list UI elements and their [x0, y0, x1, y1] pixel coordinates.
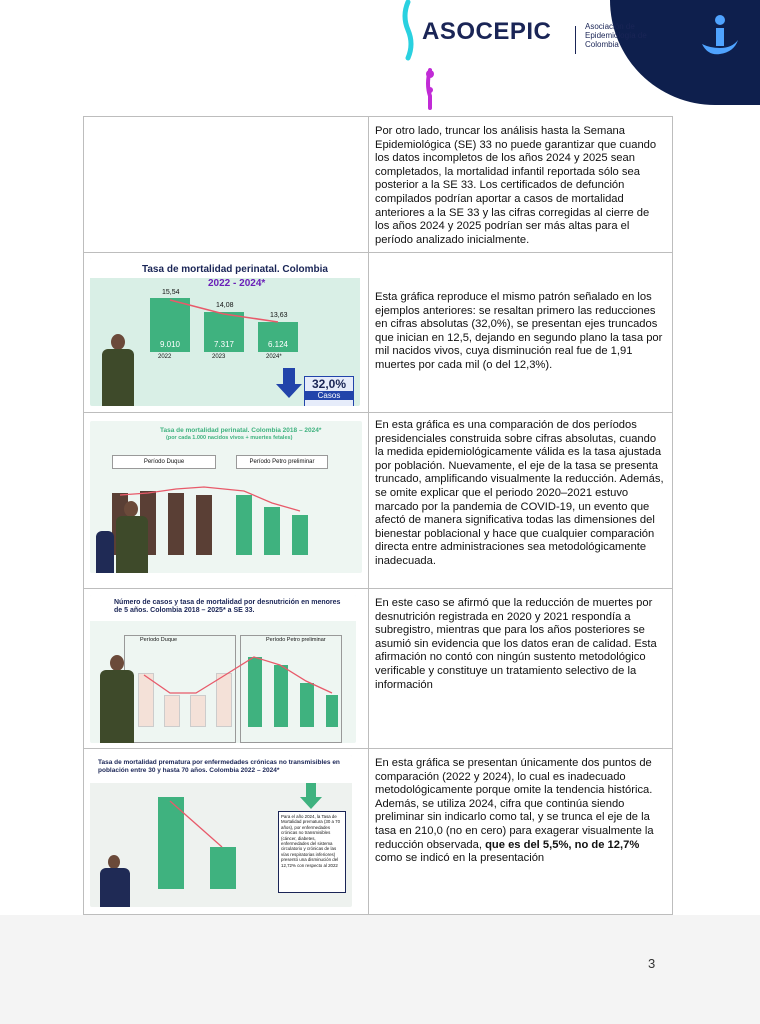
chart-bar-2024: 6.124	[258, 322, 298, 352]
column-divider	[368, 253, 369, 412]
chart-bar-2023: 7.317	[204, 312, 244, 352]
thumb-title: Número de casos y tasa de mortalidad por desnutrición en menores de 5 años. Colombia 2018 – 2025* a SE 33.	[114, 599, 341, 614]
year-label-2023: 2023	[212, 354, 226, 360]
year-label-2022: 2022	[158, 354, 172, 360]
period-label-a: Período Duque	[112, 455, 216, 469]
thumb-title: Tasa de mortalidad perinatal. Colombia 2018 – 2024*	[160, 427, 322, 434]
rate-trend-line	[138, 653, 348, 713]
table-row	[84, 749, 672, 914]
rate-label-2024: 13,63	[270, 312, 288, 319]
row-text: En este caso se afirmó que la reducción de muertes por desnutrición registrada en 2020 y 2021 respondía a subregistro, mientras que para los años posteriores se asumió sin evidencia que los datos eran de calidad. Esta afirmación no contó con ningún sustento metodológico verificable y constituye un tratamiento selectivo de la información	[375, 597, 657, 691]
thumb-title: Tasa de mortalidad perinatal. Colombia	[142, 264, 328, 275]
row-text: Por otro lado, truncar los análisis hasta la Semana Epidemiológica (SE) 33 no puede garantizar que cuando los datos incompletos de los años 2024 y 2025 sean completados, la mortalidad infantil reportada sólo sea posterior a la SE 33. Los certificados de defunción compilados podrían aportar a casos de mortalidad anteriores a la SE 33 y las cifras corregidas al cierre de los años 2024 y 2025 podrían ser más altas para el período analizado inicialmente.	[375, 125, 657, 246]
speaker-photo	[98, 855, 132, 907]
speaker-photo	[96, 501, 152, 573]
rate-label-2023: 14,08	[216, 302, 234, 309]
row-text-part: como se indicó en la presentación	[375, 852, 545, 865]
thumb-title: Tasa de mortalidad prematura por enfermedades crónicas no transmisibles en población entre 30 y hasta 70 años. Colombia 2022 – 2024*	[98, 759, 340, 774]
column-divider	[368, 589, 369, 748]
column-divider	[368, 117, 369, 252]
logo-wordmark: ASOCEPIC	[422, 18, 552, 45]
period-label-b: Período Petro preliminar	[266, 637, 326, 643]
row-text-emphasis: que es del 5,5%, no de 12,7%	[485, 838, 640, 851]
table-row	[84, 117, 672, 253]
year-label-2024: 2024*	[266, 354, 282, 360]
column-divider	[368, 413, 369, 588]
brand-mark-icon	[698, 14, 740, 58]
row-text: Esta gráfica reproduce el mismo patrón señalado en los ejemplos anteriores: se resaltan primero las reducciones en cifras absolutas (32,0%), se presentan ejes truncados que inician en 12,5, dejando en segundo plano la tasa por mil nacidos vivos, cuya disminución real fue de 1,91 muertes por cada mil (o del 12,3%).	[375, 291, 663, 371]
page-footer-area	[0, 915, 760, 1024]
chart-bar-2022: 9.010	[150, 298, 190, 352]
analysis-table	[83, 116, 673, 915]
reduction-badge: 32,0% Casos	[304, 376, 354, 406]
table-row	[84, 253, 672, 413]
rate-label-2022: 15,54	[162, 289, 180, 296]
down-arrow-icon	[300, 783, 322, 809]
speaker-photo	[96, 655, 136, 743]
page-number: 3	[648, 956, 656, 971]
note-box: Para el año 2024, la Tasa de Mortalidad prematura (30 a 70 años), por enfermedades crónicas no transmisibles (cáncer, diabetes, enfermedades del sistema circulatorio y crónicas de las vías respiratorias inferiores) presentó una disminución del 12,72% con respecto al 2022	[278, 811, 346, 893]
thumb-subtitle: (por cada 1.000 nacidos vivos + muertes fetales)	[166, 435, 293, 441]
logo-divider	[575, 26, 576, 54]
table-row	[84, 589, 672, 749]
period-label-b: Período Petro preliminar	[236, 455, 328, 469]
column-divider	[368, 749, 369, 914]
chart-bar	[292, 515, 308, 555]
table-row	[84, 413, 672, 589]
logo-stem-icon	[400, 0, 440, 110]
chart-screenshot-desnutricion	[90, 595, 356, 743]
row-text: En esta gráfica es una comparación de dos períodos presidenciales construida sobre cifras absolutas, cuando la medida epidemiológicamente válida es la tasa ajustada por población. Nuevamente, el eje de la tasa se presenta truncado, amplificando visualmente la reducción. Además, se omite explicar que el periodo 2020–2021 estuvo marcado por la pandemia de COVID-19, un evento que afectó de manera significativa todas las dimensiones del bienestar poblacional y hace que cualquier comparación directa entre administraciones sea metodológicamente inadecuada.	[375, 419, 664, 567]
down-arrow-icon	[276, 368, 302, 398]
period-label-a: Período Duque	[140, 637, 177, 643]
chart-screenshot-enfermedades-cronicas	[90, 755, 352, 907]
thumb-subtitle: 2022 - 2024*	[208, 278, 266, 289]
chart-screenshot-perinatal-2018-2024	[90, 421, 362, 573]
asocepic-logo	[400, 0, 650, 110]
rate-trend-line	[150, 795, 250, 855]
row-text-part: En esta gráfica se presentan únicamente dos puntos de comparación (2022 y 2024), lo cual es inadecuado metodológicamente porque omite la tendencia histórica. Además, se utiliza 2024, cifra que continúa siendo preliminar sin indicarlo como tal, y se trunca el eje de la tasa en 210,0 (no en cero) para exagerar visualmente la reducción observada,	[375, 757, 654, 851]
speaker-photo	[100, 334, 136, 406]
chart-screenshot-perinatal-2022-2024	[90, 258, 360, 406]
row-text	[375, 757, 666, 866]
logo-subtitle: Asociación de Epidemiología de Colombia	[585, 22, 647, 49]
